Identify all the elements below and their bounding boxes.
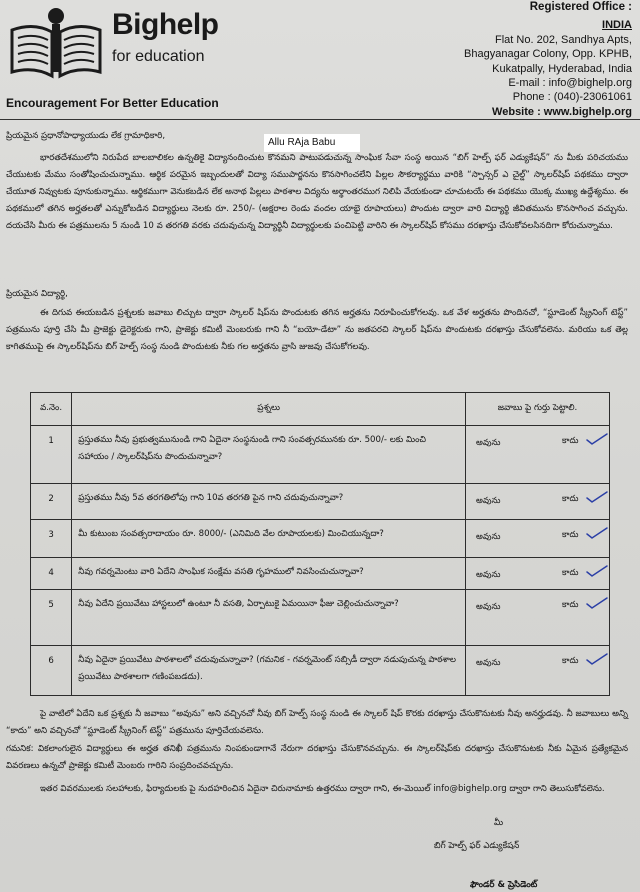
table-row (31, 646, 610, 696)
student-name-tag: Allu RAja Babu (264, 134, 360, 152)
office-address (464, 0, 632, 119)
checkmark-icon (586, 596, 608, 610)
row-answer-cell (466, 646, 610, 696)
row-question: ప్రస్తుతము నీవు ప్రభుత్వమునుండి గాని ఏదైనా సంస్థనుండి గాని సంవత్సరమునకు రూ. 500/- లకు మించి సహాయం / స్కాలర్‌షిప్‌ను పొందుచున్నావా? (72, 426, 466, 484)
contact-paragraph: ఇతర వివరములకు సలహాలకు, ఫిర్యాదులకు పై నుదహరించిన ఏదైనా చిరునామాకు ఉత్తరము ద్వారా గాని, ఈ-మెయిల్ info@bighelp.org ద్వారా గాని తెలుసుకోవలెను. (40, 784, 605, 794)
eligibility-table (30, 392, 610, 696)
signature-closing: మీ (494, 818, 504, 828)
address-line: Kukatpally, Hyderabad, India (492, 62, 632, 75)
row-question: నీవు ఏదేని ప్రయివేటు హాస్టలులో ఉంటూ నీ వసతి, ఏర్పాటుకై ఏమయినా ఫీజు చెల్లించుచున్నావా? (72, 590, 466, 646)
row-number: 2 (31, 484, 72, 520)
brand-subtitle: for education (112, 48, 205, 65)
answer-yes[interactable]: అవును (476, 532, 501, 542)
checkmark-icon (586, 652, 608, 666)
header-divider (0, 119, 640, 120)
column-header-question: ప్రశ్నలు (72, 393, 466, 426)
row-number: 3 (31, 520, 72, 558)
slogan: Encouragement For Better Education (6, 96, 219, 110)
row-question: ప్రస్తుతము నీవు 5వ తరగతిలోపు గాని 10వ తరగతి పైన గాని చదువుచున్నావా? (72, 484, 466, 520)
row-question: నీవు ఏదైనా ప్రయివేటు పాఠశాలలో చదువుచున్నావా? (గమనిక - గవర్నమెంట్ సబ్సిడీ ద్వారా నడుపుచున్న పాఠశాల ప్రయివేటు పాఠశాలగా గణింపబడదు). (72, 646, 466, 696)
table-header-row (31, 393, 610, 426)
checkmark-icon (586, 432, 608, 446)
answer-no[interactable]: కాదు (562, 600, 579, 610)
row-question: నీవు గవర్నమెంటు వారి ఏదేని సాంఘిక సంక్షేమ వసతి గృహములో నివసించుచున్నావా? (72, 558, 466, 590)
result-paragraph: పై వాటిలో ఏదేని ఒక ప్రశ్నకు నీ జవాబు “అవును” అని వచ్చినచో నీవు బిగ్ హెల్ప్ సంస్థ నుండి ఈ స్కాలర్ షిప్ కొరకు దరఖాస్తు చేసుకొనుటకు నీవు అనర్హుడవు. నీ జవాబులు అన్ని “కాదు” అని వచ్చినచో “స్టూడెంట్ స్క్రీనింగ్ టెస్ట్” పత్రమును పూర్తిచేయవలెను. (6, 709, 628, 736)
checkmark-icon (586, 526, 608, 540)
office-title: Registered Office : (529, 1, 632, 13)
bighelp-logo-icon (6, 6, 106, 84)
answer-yes[interactable]: అవును (476, 570, 501, 580)
row-number: 5 (31, 590, 72, 646)
column-header-number: వ.నెం. (31, 393, 72, 426)
address-line: Flat No. 202, Sandhya Apts, (495, 33, 632, 46)
brand-name: Bighelp (112, 8, 219, 41)
office-phone: Phone : (040)-23061061 (512, 91, 632, 104)
row-answer-cell (466, 558, 610, 590)
row-answer-cell (466, 590, 610, 646)
answer-yes[interactable]: అవును (476, 496, 501, 506)
office-email: E-mail : info@bighelp.org (508, 77, 632, 90)
row-number: 6 (31, 646, 72, 696)
address-line: Bhagyanagar Colony, Opp. KPHB, (464, 48, 632, 61)
signature-organization: బిగ్ హెల్ప్ ఫర్ ఎడ్యుకేషన్ (434, 841, 520, 851)
salutation-student: ప్రియమైన విద్యార్థి, (6, 289, 68, 299)
row-answer-cell (466, 520, 610, 558)
row-answer-cell (466, 484, 610, 520)
checkmark-icon (586, 490, 608, 504)
office-website: Website : www.bighelp.org (492, 105, 632, 118)
intro-paragraph: భారతదేశములోని నిరుపేద బాలబాలికల ఉన్నతికై విద్యానందించుట కొనమని పాటుపడుచున్న సాంఘిక సేవా సంస్థ అయిన “బిగ్ హెల్ప్ ఫర్ ఎడ్యుకేషన్” ను మీకు పరిచయము చేయుటకు మేము సంతోషించుచున్నాము. ఆర్థిక పరమైన ఇబ్బందులతో విద్యా సముపార్జనను కొనసాగించలేని పిల్లల సౌకర్యార్థము వారికి “స్పాన్సర్ ఎ చైల్డ్” స్కాలర్‌షిప్ పథకము ద్వారా చేయూత నివ్వుటకు పూనుకున్నాము. ఆర్థికముగా వెనుకబడిన లేక అనాథ పిల్లలు పాఠశాల విద్యను అర్థాంతరముగ నిలిపి వేయకుండా చూచుటయే ఈ పథకము యొక్క ముఖ్య ఉద్దేశ్యము. ఈ పథకములో తగిన అర్హతలతో ఎన్నుకోబడిన విద్యార్థులు నెలకు రూ. 250/- (అక్షరాల రెండు వందల యాభై రూపాయలు) పొందుట ద్వారా వారి విద్యార్థి జీవితమును కొనసాగించ వచ్చును. దయచేసి మీరు ఈ పత్రములను 5 నుండి 10 వ తరగతి వరకు చదువుచున్న విద్యార్థినీ విద్యార్థులకు పంచిపెట్టి వారిని ఈ స్కాలర్‌షిప్ కోసము దరఖాస్తు చేసుకోవలసినదిగా కోరుచున్నాము. (6, 153, 628, 231)
answer-no[interactable]: కాదు (562, 494, 579, 504)
table-row (31, 484, 610, 520)
signature-title: ఫౌండర్ & ప్రెసిడెంట్ (470, 880, 538, 890)
answer-yes[interactable]: అవును (476, 438, 501, 448)
row-number: 4 (31, 558, 72, 590)
student-paragraph: ఈ దిగువ ఈయబడిన ప్రశ్నలకు జవాబు లిచ్చుట ద్వారా స్కాలర్ షిప్‌ను పొందుటకు తగిన అర్హతను నిరూపించుకోగలవు. ఒక వేళ అర్హతను పొందినచో, “స్టూడెంట్ స్క్రీనింగ్ టెస్ట్” పత్రమును పూర్తి చేసి మీ ప్రాజెక్టు డైరెక్టరుకు గాని, ప్రాజెక్టు కమిటీ మెంబరుకు గాని నీ “బయో-డేటా” ను జతపరచి స్కాలర్ షిప్‌ను పొందుటకు దరఖాస్తు చేసుకోవలెను. మరియు ఒక తెల్ల కాగితముపై ఈ స్కాలర్‌షిప్‌ను బిగ్ హెల్ప్ సంస్థ నుండి పొందుటకు నీకు గల అర్హతను వ్రాసి జుజవు చేసుకోగలవు. (6, 308, 628, 352)
row-number: 1 (31, 426, 72, 484)
column-header-answer: జవాబు పై గుర్తు పెట్టాలి. (466, 393, 610, 426)
answer-yes[interactable]: అవును (476, 602, 501, 612)
note-paragraph: గమనిక: వికలాంగులైన విద్యార్థులు ఈ అర్హత తనిఖీ పత్రమును నింపకుండాగానే నేరుగా దరఖాస్తు చేసుకొనవచ్చును. ఈ స్కాలర్‌షిప్‌కు దరఖాస్తు చేసుకొనుటకు నీకు ఏమైన ప్రత్యేకమైన వివరణలు ఉన్నచో ప్రాజెక్టు కమిటీ మెంబరు గారిని సంప్రదించవచ్చును. (6, 744, 628, 771)
table-row (31, 558, 610, 590)
row-question: మీ కుటుంబ సంవత్సరాదాయం రూ. 8000/- (ఎనిమిది వేల రూపాయలకు) మించియున్నదా? (72, 520, 466, 558)
row-answer-cell (466, 426, 610, 484)
answer-no[interactable]: కాదు (562, 568, 579, 578)
checkmark-icon (586, 564, 608, 578)
answer-no[interactable]: కాదు (562, 436, 579, 446)
answer-no[interactable]: కాదు (562, 656, 579, 666)
table-row (31, 590, 610, 646)
salutation-headmaster: ప్రియమైన ప్రధానోపాధ్యాయుడు లేక గ్రామాధికారి, (6, 131, 166, 141)
answer-yes[interactable]: అవును (476, 658, 501, 668)
table-row (31, 426, 610, 484)
answer-no[interactable]: కాదు (562, 530, 579, 540)
table-row (31, 520, 610, 558)
office-country: INDIA (602, 19, 632, 32)
